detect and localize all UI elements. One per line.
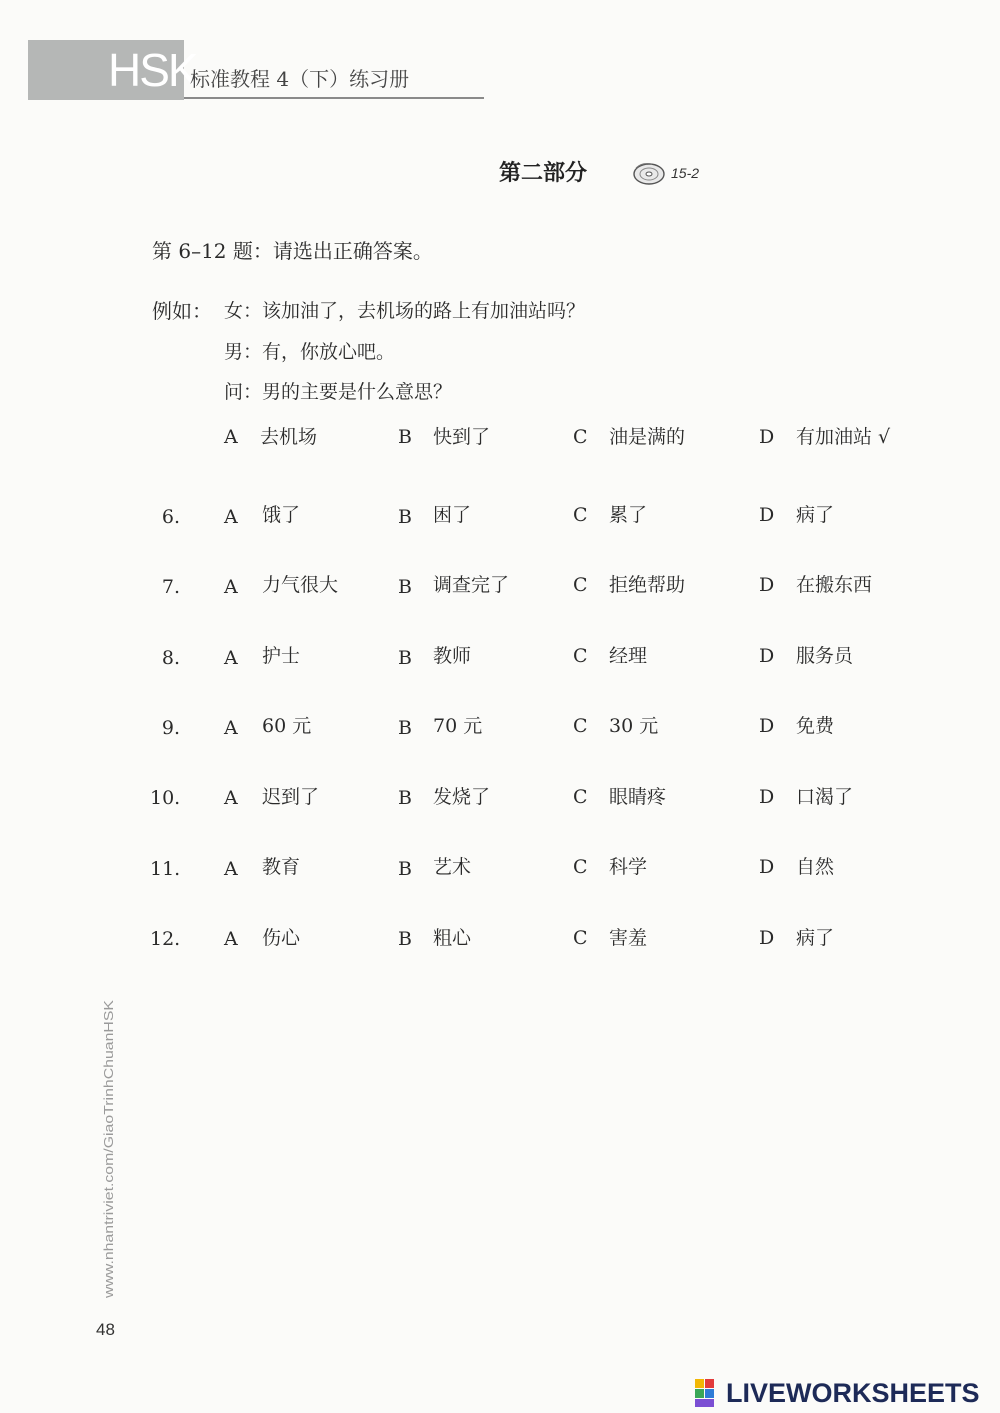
option-text: 油是满的 (609, 426, 686, 448)
option-letter: D (759, 645, 775, 667)
option-text[interactable]: 粗心 (433, 927, 472, 949)
option-text[interactable]: 教师 (433, 645, 472, 667)
hsk-logo: HSK (108, 44, 197, 96)
option-text[interactable]: 力气很大 (262, 574, 339, 596)
question-number: 8. (161, 647, 180, 669)
option-text[interactable]: 困了 (433, 504, 472, 526)
option-letter: B (398, 858, 412, 880)
option-text[interactable]: 服务员 (796, 645, 854, 667)
option-text[interactable]: 拒绝帮助 (609, 574, 686, 596)
option-letter: C (573, 927, 588, 949)
question-number: 6. (161, 506, 180, 528)
option-text[interactable]: 口渴了 (796, 786, 854, 808)
option-letter: C (573, 426, 588, 448)
example-dialog-line: 男：有，你放心吧。 (224, 341, 396, 363)
option-letter: D (759, 786, 775, 808)
option-text[interactable]: 70 元 (433, 715, 483, 737)
option-text[interactable]: 发烧了 (433, 786, 491, 808)
header-rule (184, 97, 484, 99)
section-title: 第二部分 (499, 160, 588, 186)
option-text[interactable]: 科学 (609, 856, 648, 878)
option-text: 快到了 (433, 426, 491, 448)
liveworksheets-text: LIVEWORKSHEETS (726, 1378, 980, 1408)
option-letter: A (224, 858, 238, 880)
option-letter: A (224, 647, 238, 669)
option-text: 有加油站 √ (796, 426, 891, 448)
option-letter: A (224, 787, 238, 809)
option-letter: B (398, 928, 412, 950)
option-letter: B (398, 506, 412, 528)
option-letter: C (573, 574, 588, 596)
option-letter: A (224, 717, 238, 739)
option-text[interactable]: 经理 (609, 645, 648, 667)
example-dialog-line: 女：该加油了，去机场的路上有加油站吗？ (224, 300, 586, 322)
option-text[interactable]: 自然 (796, 856, 835, 878)
option-letter: A (224, 576, 238, 598)
option-text[interactable]: 30 元 (609, 715, 659, 737)
option-letter: A (224, 426, 238, 448)
example-dialog-line: 问：男的主要是什么意思？ (224, 381, 453, 403)
option-letter: B (398, 426, 412, 448)
option-letter: D (759, 426, 775, 448)
instructions: 第 6–12 题：请选出正确答案。 (152, 239, 433, 263)
option-letter: B (398, 717, 412, 739)
option-text: 去机场 (260, 426, 318, 448)
option-letter: D (759, 715, 775, 737)
option-text[interactable]: 伤心 (262, 927, 301, 949)
option-text[interactable]: 教育 (262, 856, 301, 878)
option-text[interactable]: 累了 (609, 504, 648, 526)
side-watermark-text: www.nhantriviet.com/GiaoTrinhChuanHSK (101, 1053, 116, 1298)
option-letter: C (573, 504, 588, 526)
option-letter: A (224, 506, 238, 528)
side-watermark (96, 998, 120, 1298)
option-text[interactable]: 病了 (796, 504, 835, 526)
example-label: 例如： (152, 299, 212, 323)
option-text[interactable]: 病了 (796, 927, 835, 949)
option-letter: D (759, 856, 775, 878)
option-text[interactable]: 在搬东西 (796, 574, 873, 596)
option-letter: C (573, 856, 588, 878)
option-letter: C (573, 715, 588, 737)
option-text[interactable]: 害羞 (609, 927, 648, 949)
question-number: 11. (150, 858, 181, 880)
question-number: 7. (161, 576, 180, 598)
option-letter: A (224, 928, 238, 950)
option-text[interactable]: 饿了 (262, 504, 301, 526)
option-letter: D (759, 927, 775, 949)
question-number: 10. (150, 787, 181, 809)
option-text[interactable]: 免费 (796, 715, 835, 737)
option-text[interactable]: 眼睛疼 (609, 786, 667, 808)
cd-icon (632, 160, 666, 186)
page-number: 48 (96, 1320, 115, 1339)
option-text[interactable]: 艺术 (433, 856, 472, 878)
option-letter: D (759, 504, 775, 526)
question-number: 9. (161, 717, 180, 739)
track-number: 15-2 (671, 165, 700, 181)
book-title: 标准教程 4（下）练习册 (190, 67, 410, 91)
option-letter: D (759, 574, 775, 596)
option-letter: B (398, 787, 412, 809)
option-text[interactable]: 调查完了 (433, 574, 510, 596)
option-letter: B (398, 647, 412, 669)
option-letter: B (398, 576, 412, 598)
option-letter: C (573, 645, 588, 667)
option-text[interactable]: 迟到了 (262, 786, 320, 808)
option-letter: C (573, 786, 588, 808)
option-text[interactable]: 60 元 (262, 715, 312, 737)
option-text[interactable]: 护士 (262, 645, 301, 667)
question-number: 12. (150, 928, 181, 950)
